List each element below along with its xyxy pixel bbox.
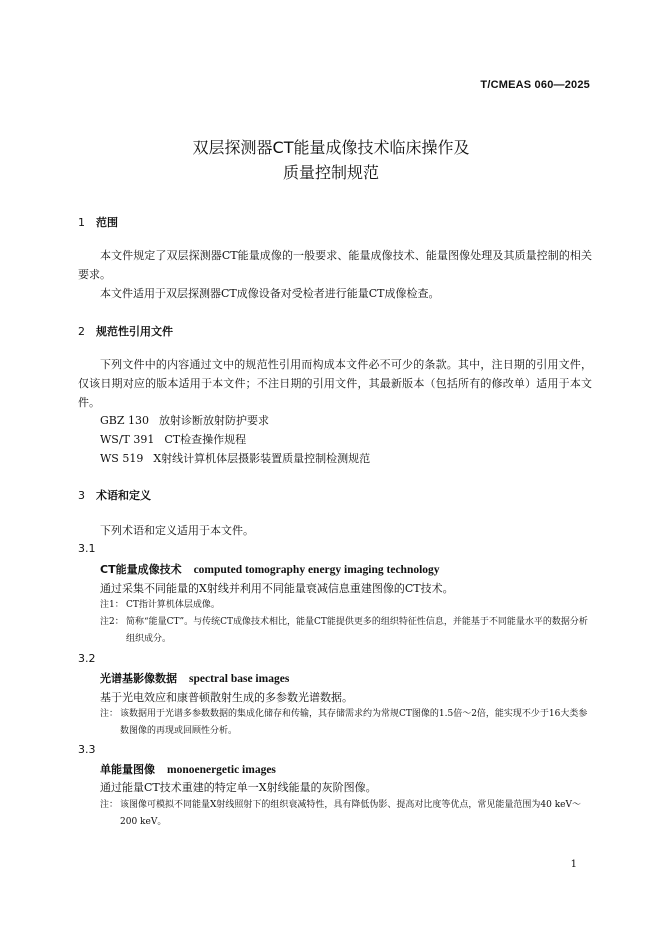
section-number: 2 — [78, 325, 85, 338]
term-definition: 通过采集不同能量的X射线并利用不同能量衰减信息重建图像的CT技术。 — [100, 582, 454, 595]
term-note — [100, 797, 592, 831]
paragraph: 本文件规定了双层探测器CT能量成像的一般要求、能量成像技术、能量图像处理及其质量控制的相关要求。 — [78, 249, 592, 281]
document-title-line2: 质量控制规范 — [282, 163, 379, 182]
term-heading — [100, 670, 289, 686]
reference-item — [100, 450, 370, 466]
reference-item — [100, 412, 269, 428]
term-name-zh: 光谱基影像数据 — [100, 672, 177, 685]
term-note — [100, 614, 592, 648]
paragraph: 下列文件中的内容通过文中的规范性引用而构成本文件必不可少的条款。其中，注日期的引用文件，仅该日期对应的版本适用于本文件；不注日期的引用文件，其最新版本（包括所有的修改单）适用于本文件。 — [78, 358, 592, 409]
reference-title: X射线计算机体层摄影装置质量控制检测规范 — [153, 452, 371, 465]
term-definition: 通过能量CT技术重建的特定单一X射线能量的灰阶图像。 — [100, 781, 377, 794]
section-title: 术语和定义 — [96, 489, 151, 502]
page-number: 1 — [570, 859, 577, 870]
term-name-en: spectral base images — [189, 673, 290, 685]
section-number: 3 — [78, 489, 85, 502]
section-heading — [78, 323, 173, 339]
note-text: 该数据用于光谱多参数数据的集成化储存和传输，其存储需求约为常规CT图像的1.5倍～2倍，能实现不少于16大类参数图像的再现或回顾性分析。 — [120, 709, 588, 736]
reference-code: GBZ 130 — [100, 414, 150, 427]
reference-item — [100, 431, 246, 447]
section-heading — [78, 214, 118, 230]
section-title: 范围 — [96, 216, 118, 229]
term-name-en: monoenergetic images — [167, 764, 276, 776]
section-heading — [78, 487, 151, 503]
reference-title: 放射诊断放射防护要求 — [159, 414, 270, 427]
section-number: 1 — [78, 216, 85, 229]
note-text: 该图像可模拟不同能量X射线照射下的组织衰减特性，具有降低伪影、提高对比度等优点，常见能量范围为40 keV～200 keV。 — [120, 800, 582, 827]
term-number: 3.3 — [78, 743, 96, 756]
term-note — [100, 706, 592, 740]
term-number: 3.2 — [78, 652, 96, 665]
term-heading — [100, 561, 440, 577]
note-label: 注： — [100, 800, 119, 810]
standard-number: T/CMEAS 060—2025 — [480, 79, 590, 91]
term-number: 3.1 — [78, 542, 96, 555]
reference-code: WS 519 — [100, 452, 144, 465]
document-title-line1: 双层探测器CT能量成像技术临床操作及 — [192, 138, 470, 157]
note-label: 注： — [100, 709, 119, 719]
term-name-zh: CT能量成像技术 — [100, 563, 182, 576]
term-heading — [100, 761, 276, 777]
term-name-zh: 单能量图像 — [100, 763, 155, 776]
term-note — [100, 597, 592, 614]
term-name-en: computed tomography energy imaging technology — [193, 564, 440, 576]
note-text: 简称“能量CT”。与传统CT成像技术相比，能量CT能提供更多的组织特征性信息，并能基于不同能量水平的数据分析组织成分。 — [126, 617, 588, 644]
reference-title: CT检查操作规程 — [164, 433, 247, 446]
term-definition: 基于光电效应和康普顿散射生成的多参数光谱数据。 — [100, 691, 353, 704]
paragraph: 本文件适用于双层探测器CT成像设备对受检者进行能量CT成像检查。 — [100, 287, 440, 300]
section-intro: 下列术语和定义适用于本文件。 — [100, 524, 254, 537]
note-label: 注2： — [100, 617, 124, 627]
note-label: 注1： — [100, 600, 124, 610]
reference-code: WS/T 391 — [100, 433, 155, 446]
note-text: CT指计算机体层成像。 — [126, 600, 220, 610]
section-title: 规范性引用文件 — [96, 325, 173, 338]
